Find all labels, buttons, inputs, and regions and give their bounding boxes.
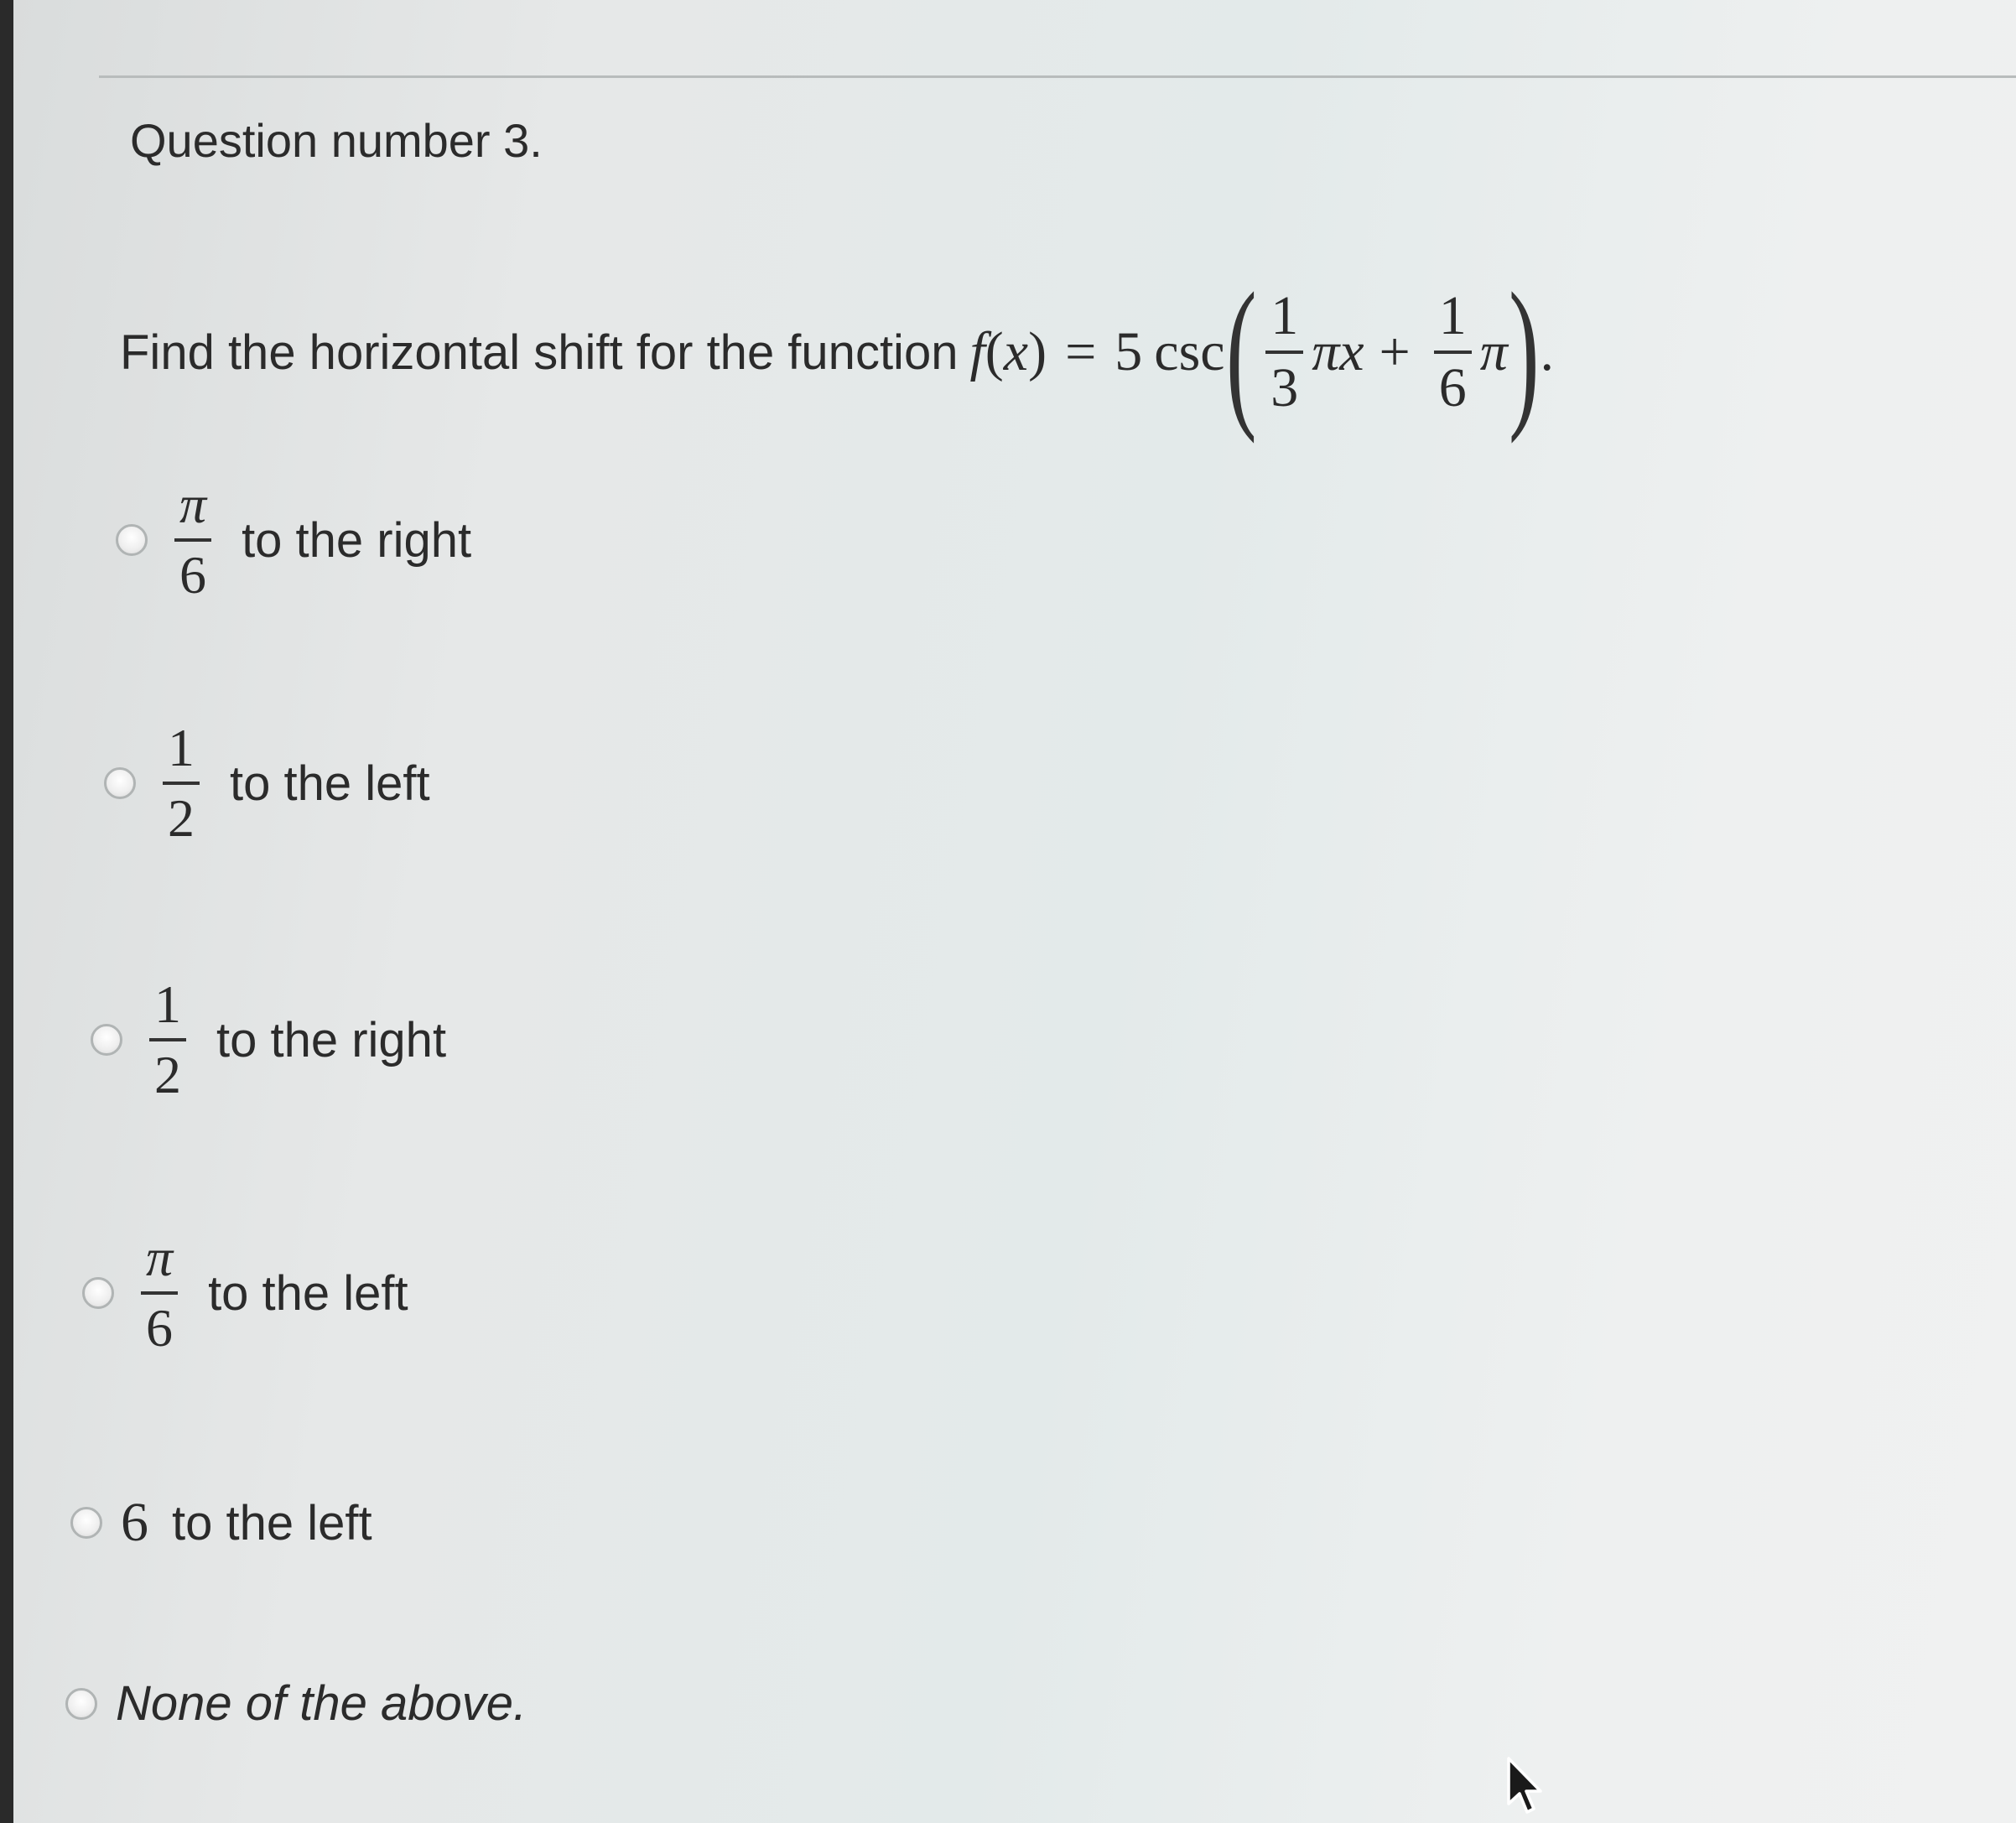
radio-button[interactable]	[82, 1277, 114, 1309]
question-text	[120, 259, 1554, 444]
option-label: to the left	[172, 1495, 372, 1550]
trig-function: csc	[1154, 321, 1225, 382]
option-value: 6	[121, 1492, 148, 1553]
radio-button[interactable]	[116, 524, 148, 556]
option-fraction: $\frac{1}{2}$	[149, 978, 186, 1102]
divider	[99, 75, 2016, 78]
question-number: Question number 3.	[130, 114, 543, 167]
equals-sign: =	[1065, 321, 1097, 382]
radio-button[interactable]	[104, 767, 136, 799]
function-variable: x	[1003, 321, 1029, 382]
fraction-one-third: $\frac{1}{3}$	[1265, 288, 1303, 416]
option-half-right[interactable]	[91, 974, 447, 1104]
option-label: to the left	[230, 756, 430, 811]
close-paren: )	[1508, 259, 1540, 444]
mouse-pointer-icon	[1505, 1757, 1546, 1817]
option-label: to the right	[216, 1012, 447, 1067]
option-fraction: $\frac{1}{2}$	[163, 721, 200, 845]
option-fraction: $\frac{\pi}{6}$	[141, 1231, 178, 1355]
radio-button[interactable]	[91, 1024, 122, 1056]
plus-sign: +	[1379, 321, 1411, 382]
equation: f ( x ) = 5 csc ( $\frac{1}{3}$ πx + $\frac{1}{6}$ π ) .	[969, 259, 1554, 444]
period: .	[1540, 321, 1554, 382]
option-label: None of the above.	[116, 1676, 527, 1731]
term-pi-x: πx	[1312, 321, 1364, 382]
option-none-of-the-above[interactable]	[65, 1675, 527, 1732]
option-label: to the right	[242, 512, 472, 568]
function-name: f	[969, 321, 985, 382]
option-pi-over-6-left[interactable]	[82, 1228, 408, 1358]
question-prompt: Find the horizontal shift for the function	[120, 325, 959, 380]
option-fraction: $\frac{\pi}{6}$	[174, 478, 211, 602]
option-label: to the left	[208, 1265, 408, 1321]
radio-button[interactable]	[70, 1507, 102, 1539]
radio-button[interactable]	[65, 1688, 97, 1720]
option-half-left[interactable]	[104, 718, 430, 848]
option-6-left[interactable]	[70, 1491, 372, 1555]
fraction-one-sixth: $\frac{1}{6}$	[1434, 288, 1472, 416]
coefficient: 5	[1115, 321, 1143, 382]
term-pi: π	[1479, 321, 1508, 382]
open-paren: (	[1225, 259, 1257, 444]
screen-edge	[0, 0, 13, 1823]
option-pi-over-6-right[interactable]	[116, 475, 472, 605]
